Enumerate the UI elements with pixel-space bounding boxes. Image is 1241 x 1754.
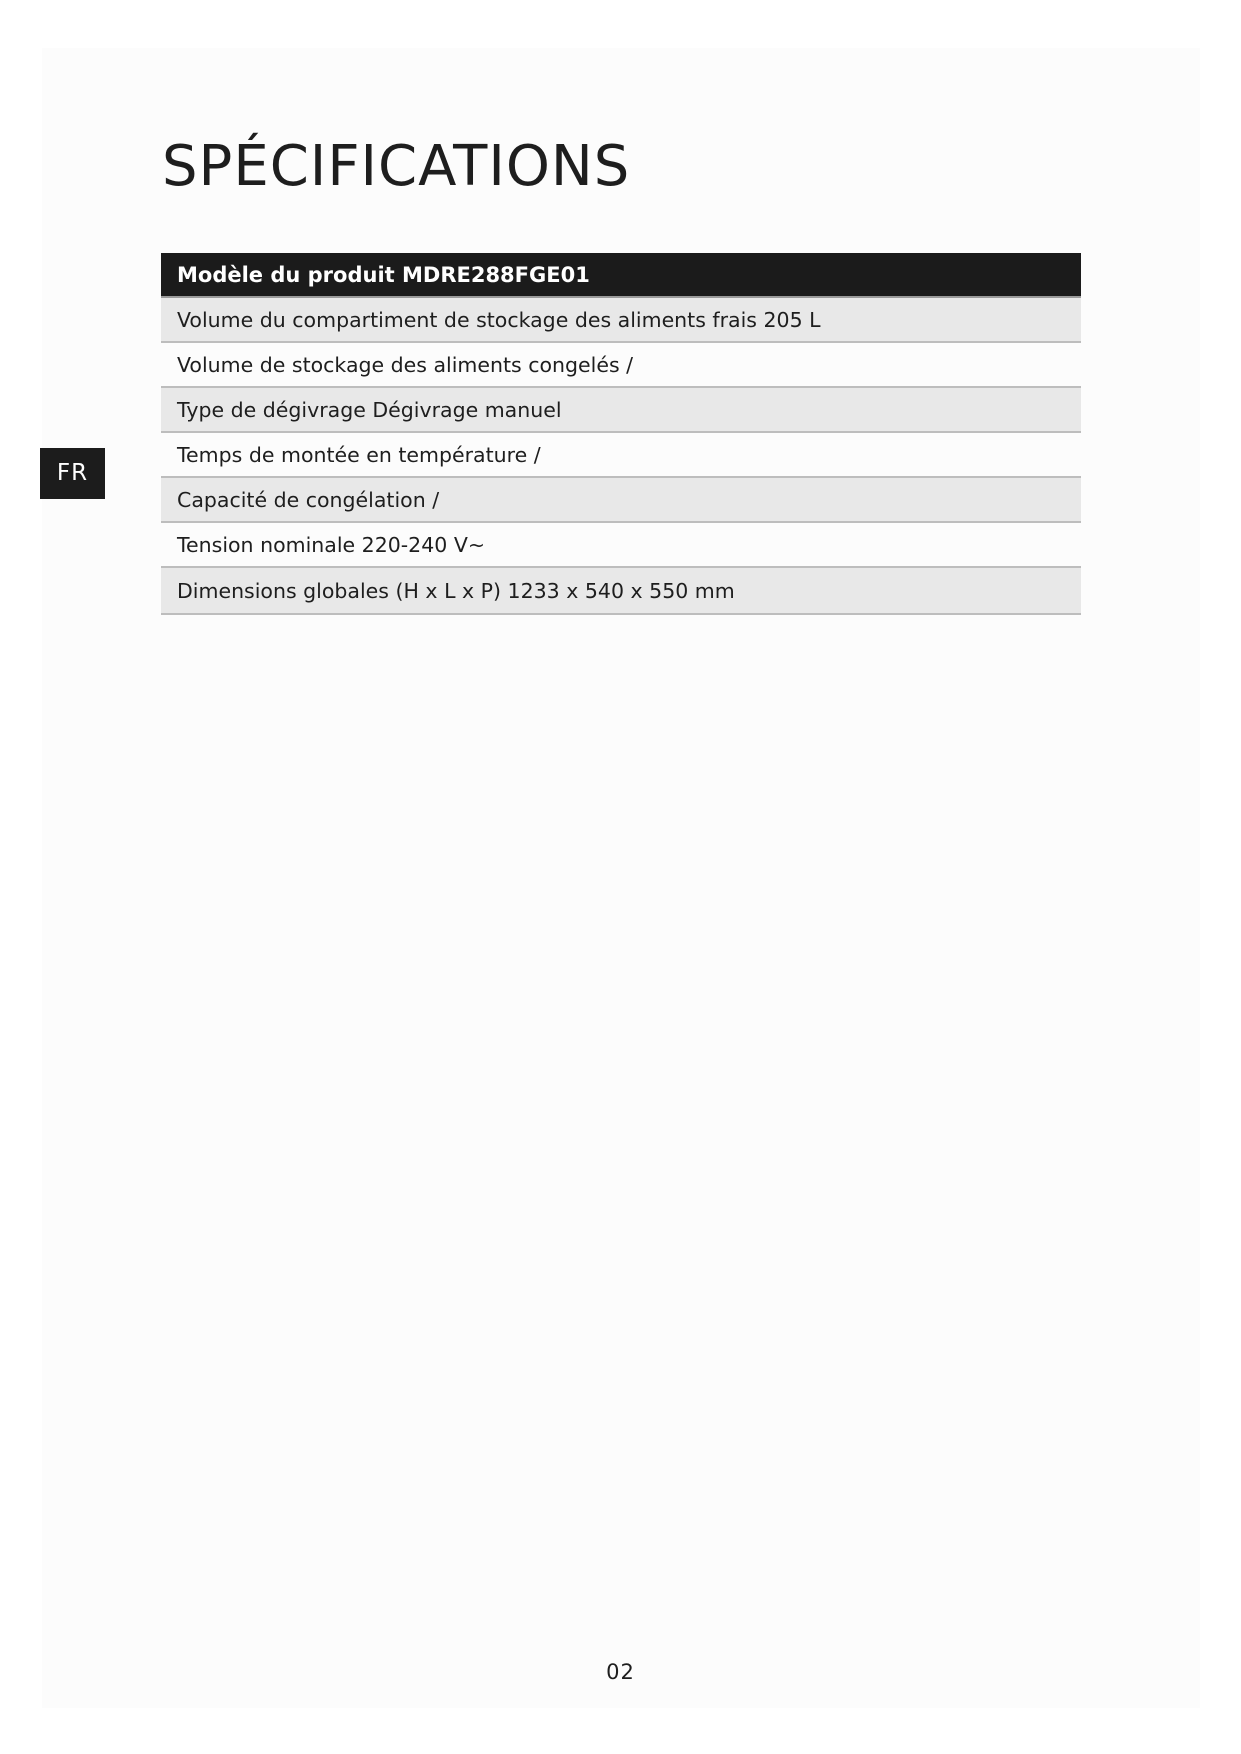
table-row xyxy=(161,297,1081,342)
table-header-row xyxy=(161,253,1081,297)
table-row xyxy=(161,522,1081,567)
spec-freezing-capacity: Capacité de congélation / xyxy=(161,477,1081,522)
spec-overall-dimensions: Dimensions globales (H x L x P) 1233 x 540 x 550 mm xyxy=(161,567,1081,614)
table-row xyxy=(161,387,1081,432)
spec-defrost-type: Type de dégivrage Dégivrage manuel xyxy=(161,387,1081,432)
language-tab: FR xyxy=(40,448,105,499)
product-model-header: Modèle du produit MDRE288FGE01 xyxy=(161,253,1081,297)
table-row xyxy=(161,477,1081,522)
table-row xyxy=(161,432,1081,477)
spec-frozen-food-volume: Volume de stockage des aliments congelés / xyxy=(161,342,1081,387)
spec-temperature-rise-time: Temps de montée en température / xyxy=(161,432,1081,477)
table-row xyxy=(161,342,1081,387)
page-title: SPÉCIFICATIONS xyxy=(162,134,631,199)
table-row xyxy=(161,567,1081,614)
spec-fresh-food-volume: Volume du compartiment de stockage des aliments frais 205 L xyxy=(161,297,1081,342)
spec-rated-voltage: Tension nominale 220-240 V~ xyxy=(161,522,1081,567)
specifications-table xyxy=(161,253,1081,615)
page-number: 02 xyxy=(606,1660,635,1684)
